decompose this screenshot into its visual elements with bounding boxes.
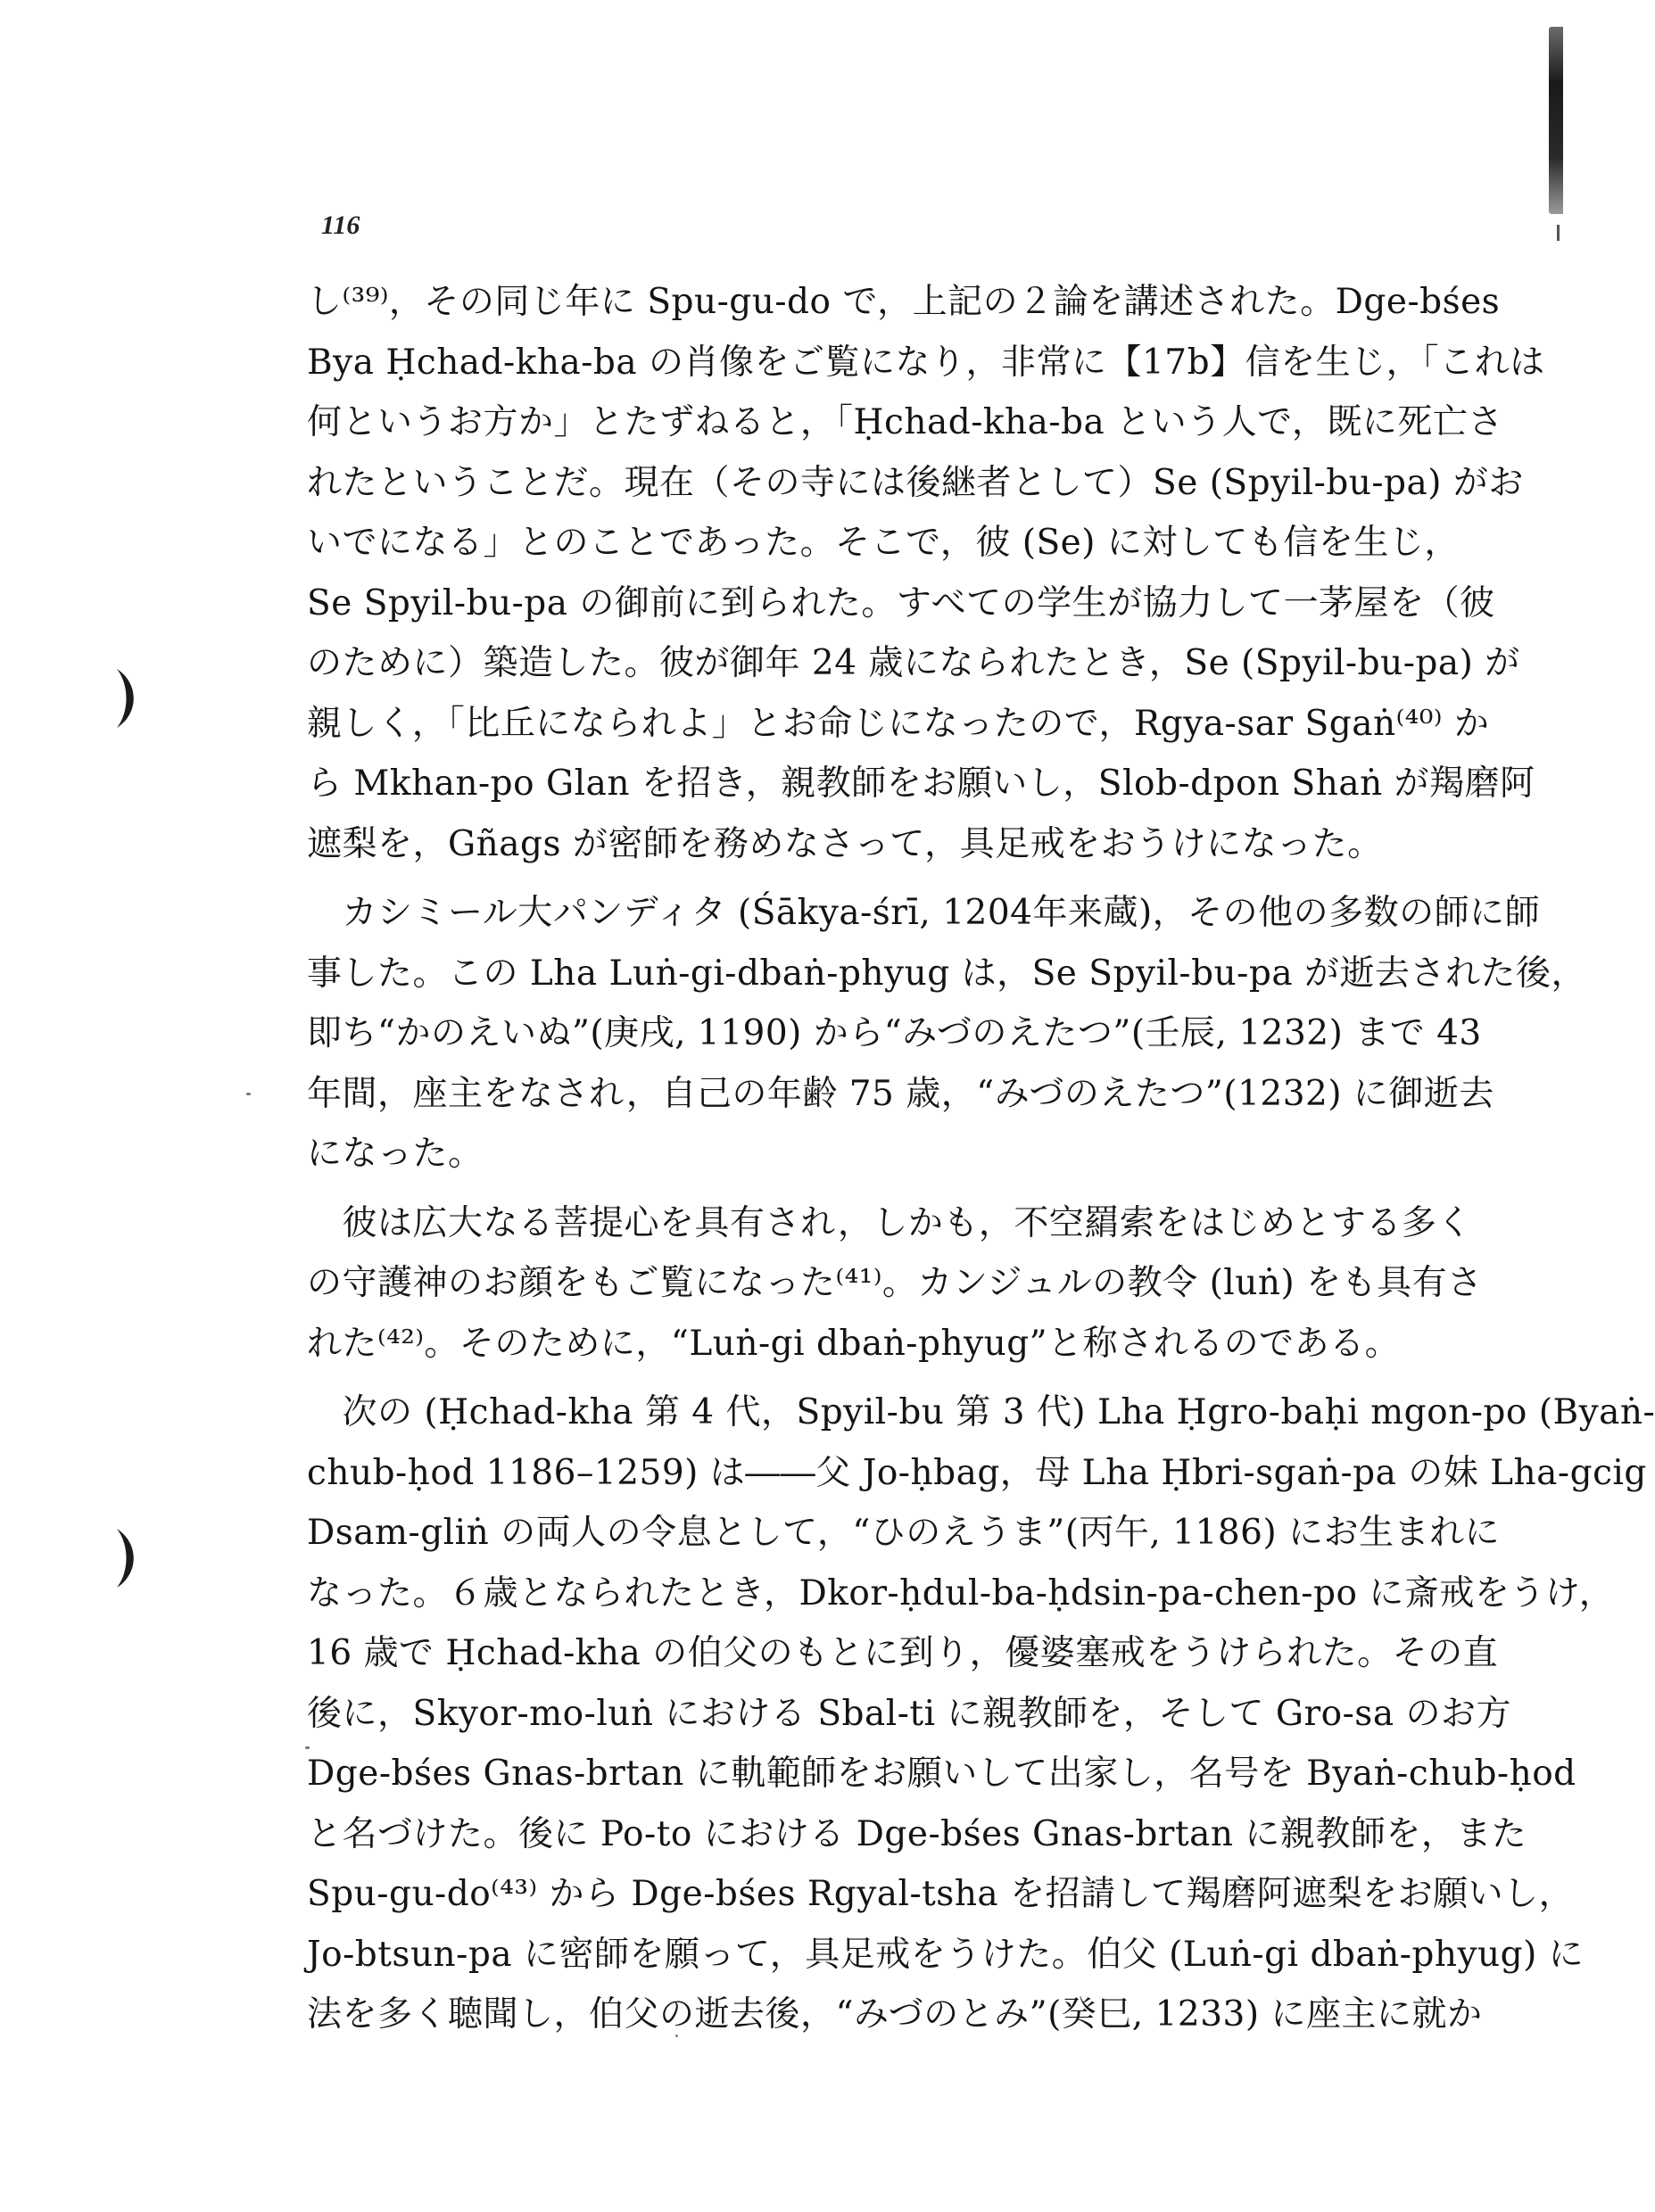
text-line: Dsam-gliṅ の両人の令息として，“ひのえうま”(丙午, 1186) にお生まれに [307, 1513, 1501, 1553]
text-line: Se Spyil-bu-pa の御前に到られた。すべての学生が協力して一茅屋を（彼 [307, 582, 1495, 623]
text-line: のために）築造した。彼が御年 24 歳になられたとき，Se (Spyil-bu-pa) が [307, 643, 1520, 683]
text-line: になった。 [307, 1134, 484, 1174]
text-line: 彼は広大なる菩提心を具有され，しかも，不空羂索をはじめとする多く [307, 1202, 1472, 1243]
text-line: ら Mkhan-po Glan を招き，親教師をお願いし，Slob-dpon Shaṅ が羯磨阿 [307, 763, 1535, 804]
text-line: れた⁽⁴²⁾。そのために，“Luṅ-gi dbaṅ-phyug”と称されるのである。 [307, 1323, 1401, 1364]
text-line: Dge-bśes Gnas-brtan に軌範師をお願いして出家し，名号を Byaṅ-chub-ḥod [307, 1754, 1576, 1794]
text-line: 事した。この Lha Luṅ-gi-dbaṅ-phyug は，Se Spyil-bu-pa が逝去された後， [307, 953, 1586, 994]
binding-tick-mark [1557, 225, 1560, 241]
text-line: Jo-btsun-pa に密師を願って，具足戒をうけた。伯父 (Luṅ-gi dbaṅ-phyug) に [307, 1934, 1585, 1975]
stray-mark [246, 1093, 251, 1095]
text-line: れたということだ。現在（その寺には後継者として）Se (Spyil-bu-pa) がお [307, 462, 1524, 503]
text-line: 16 歳で Ḥchad-kha の伯父のもとに到り，優婆塞戒をうけられた。その直 [307, 1633, 1499, 1673]
text-line: Bya Ḥchad-kha-ba の肖像をご覧になり，非常に【17b】信を生じ，「これは [307, 342, 1545, 383]
punch-hole-shadow [114, 667, 141, 730]
text-line: 法を多く聴聞し，伯父の逝去後，“みづのとみ”(癸巳, 1233) に座主に就か [307, 1994, 1483, 2035]
text-line: Spu-gu-do⁽⁴³⁾ から Dge-bśes Rgyal-tsha を招請して羯磨阿遮梨をお願いし， [307, 1874, 1575, 1914]
text-line: の守護神のお顔をもご覧になった⁽⁴¹⁾。カンジュルの教令 (luṅ) をも具有さ [307, 1263, 1483, 1303]
text-line: 何というお方か」とたずねると，「Ḥchad-kha-ba という人で，既に死亡さ [307, 402, 1503, 442]
text-line: 年間，座主をなされ，自己の年齢 75 歳，“みづのえたつ”(1232) に御逝去 [307, 1073, 1494, 1114]
text-line: し⁽³⁹⁾，その同じ年に Spu-gu-do で，上記の２論を講述された。Dge-bśes [307, 282, 1501, 322]
text-line: 後に，Skyor-mo-luṅ における Sbal-ti に親教師を，そして Gro-sa のお方 [307, 1693, 1511, 1734]
binding-edge-mark [1549, 27, 1563, 214]
text-line: と名づけた。後に Po-to における Dge-bśes Gnas-brtan に親教師を，また [307, 1813, 1527, 1854]
text-line: 即ち“かのえいぬ”(庚戌, 1190) から“みづのえたつ”(壬辰, 1232) まで 43 [307, 1013, 1482, 1053]
text-line: カシミール大パンディタ (Śākya-śrī, 1204年来蔵)，その他の多数の師に師 [307, 893, 1541, 933]
text-line: chub-ḥod 1186–1259) は――父 Jo-ḥbag，母 Lha Ḥbri-sgaṅ-pa の妹 Lha-gcig [307, 1452, 1647, 1493]
punch-hole-shadow [114, 1527, 141, 1589]
text-line: 親しく，「比丘になられよ」とお命じになったので，Rgya-sar Sgaṅ⁽⁴⁰⁾ か [307, 703, 1490, 744]
page-number: 116 [321, 210, 360, 240]
text-line: いでになる」とのことであった。そこで，彼 (Se) に対しても信を生じ， [307, 523, 1460, 563]
body-text [307, 272, 1655, 2045]
text-line: なった。６歳となられたとき，Dkor-ḥdul-ba-ḥdsin-pa-chen-po に斎戒をうけ， [307, 1572, 1615, 1614]
text-line: 遮梨を，Gñags が密師を務めなさって，具足戒をおうけになった。 [307, 823, 1383, 864]
text-line: 次の (Ḥchad-kha 第 4 代，Spyil-bu 第 3 代) Lha Ḥgro-baḥi mgon-po (Byaṅ- [307, 1392, 1655, 1432]
